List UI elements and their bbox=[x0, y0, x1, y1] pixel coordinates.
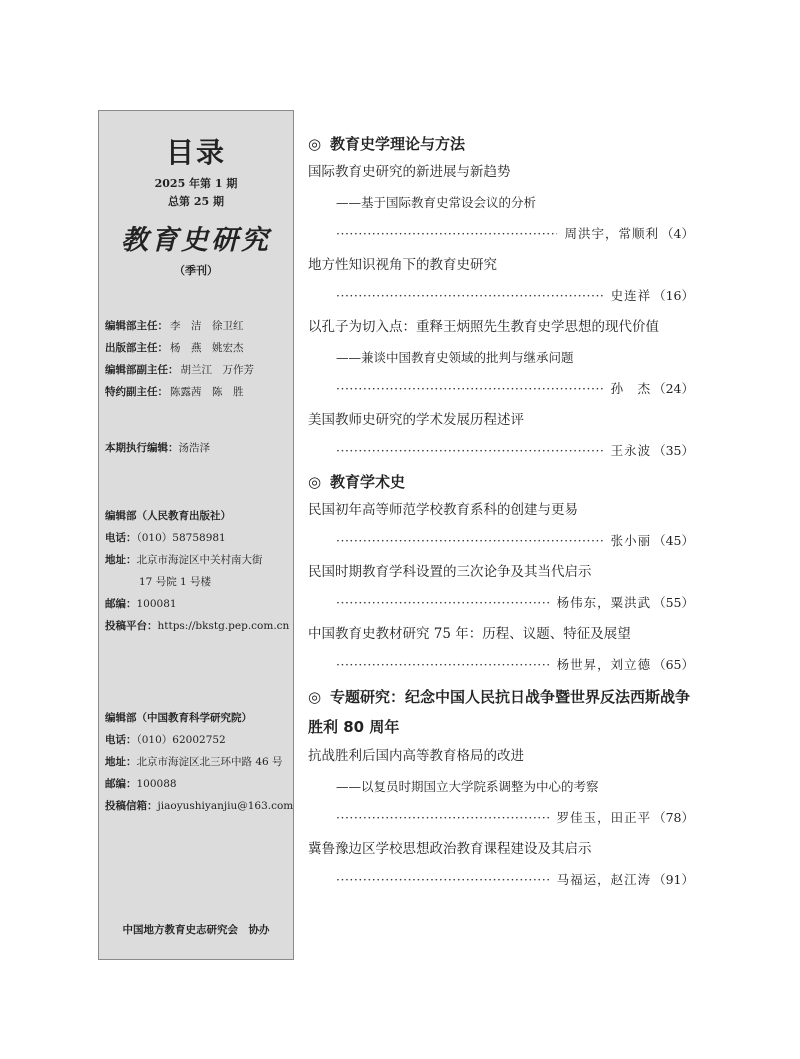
article-title[interactable]: 以孔子为切入点：重释王炳照先生教育史学思想的现代价值 bbox=[308, 319, 659, 335]
address-label: 地址： bbox=[105, 756, 137, 768]
leader-dots bbox=[336, 589, 549, 617]
email-label: 投稿信箱： bbox=[105, 800, 158, 812]
staff-row bbox=[105, 383, 293, 405]
address-value: 北京市海淀区北三环中路 46 号 bbox=[136, 756, 283, 768]
staff-row bbox=[105, 361, 293, 383]
staff-row bbox=[105, 339, 293, 361]
section-title: 专题研究：纪念中国人民抗日战争暨世界反法西斯战争胜利 80 周年 bbox=[308, 688, 691, 736]
article-authors: 马福运，赵江涛 bbox=[556, 872, 652, 887]
article-page: （35） bbox=[653, 443, 694, 458]
article-title[interactable]: 国际教育史研究的新进展与新趋势 bbox=[308, 164, 511, 180]
leader-dots bbox=[336, 220, 557, 248]
article-byline bbox=[308, 282, 694, 313]
article-title[interactable]: 美国教师史研究的学术发展历程述评 bbox=[308, 412, 524, 428]
article-title[interactable]: 民国时期教育学科设置的三次论争及其当代启示 bbox=[308, 564, 592, 580]
leader-dots bbox=[336, 866, 549, 894]
article-authors: 王永波 bbox=[610, 443, 652, 458]
section-title: 教育学术史 bbox=[330, 473, 406, 491]
article-subtitle: ——以复员时期国立大学院系调整为中心的考察 bbox=[336, 779, 599, 794]
article-byline bbox=[308, 589, 694, 620]
submission-email-link[interactable]: jiaoyushiyanjiu@163.com bbox=[157, 800, 294, 812]
article-authors: 张小丽 bbox=[610, 533, 652, 548]
contact-phone bbox=[105, 527, 293, 549]
platform-label: 投稿平台： bbox=[105, 620, 158, 632]
article-byline bbox=[308, 651, 694, 682]
publication-frequency: （季刊） bbox=[174, 264, 218, 277]
leader-dots bbox=[336, 651, 549, 679]
staff-list bbox=[99, 317, 293, 405]
contact-block-nies bbox=[99, 707, 293, 817]
article-title[interactable]: 地方性知识视角下的教育史研究 bbox=[308, 257, 497, 273]
article-byline bbox=[308, 866, 694, 897]
postcode-label: 邮编： bbox=[105, 598, 137, 610]
article-authors: 孙 杰 bbox=[610, 381, 652, 396]
journal-name: 教育史研究 bbox=[121, 225, 271, 256]
postcode-value: 100081 bbox=[136, 598, 177, 610]
staff-role: 出版部主任： bbox=[105, 342, 168, 354]
staff-names: 李 洁 徐卫红 bbox=[170, 320, 244, 332]
article-byline bbox=[308, 527, 694, 558]
postcode-value: 100088 bbox=[136, 778, 177, 790]
staff-role: 特约副主任： bbox=[105, 386, 168, 398]
article-page: （55） bbox=[653, 595, 694, 610]
article-byline bbox=[308, 804, 694, 835]
contact-email bbox=[105, 795, 293, 817]
article-title[interactable]: 民国初年高等师范学校教育系科的创建与更易 bbox=[308, 502, 578, 518]
masthead-sidebar bbox=[98, 110, 294, 960]
contact-heading: 编辑部（人民教育出版社） bbox=[105, 510, 231, 522]
contact-address-line2: 17 号院 1 号楼 bbox=[139, 576, 212, 588]
article-authors: 罗佳玉，田正平 bbox=[556, 810, 652, 825]
staff-row bbox=[105, 317, 293, 339]
article-byline bbox=[308, 220, 694, 251]
contact-postcode bbox=[105, 773, 293, 795]
staff-names: 胡兰江 万作芳 bbox=[180, 364, 254, 376]
leader-dots bbox=[336, 437, 603, 465]
section-marker-icon: ◎ bbox=[308, 473, 322, 491]
section-heading bbox=[308, 130, 694, 158]
leader-dots bbox=[336, 375, 603, 403]
address-value: 北京市海淀区中关村南大街 bbox=[136, 554, 263, 566]
article-page: （24） bbox=[653, 381, 694, 396]
article-subtitle: ——兼谈中国教育史领域的批判与继承问题 bbox=[336, 350, 574, 365]
section-heading bbox=[308, 468, 694, 496]
contact-address bbox=[105, 751, 293, 773]
table-of-contents bbox=[308, 130, 694, 897]
article-authors: 杨伟东，粟洪武 bbox=[556, 595, 652, 610]
executive-editor-label: 本期执行编辑： bbox=[105, 442, 179, 454]
article-page: （4） bbox=[661, 226, 694, 241]
phone-label: 电话： bbox=[105, 734, 137, 746]
contact-platform bbox=[105, 615, 293, 637]
contact-postcode bbox=[105, 593, 293, 615]
section-title: 教育史学理论与方法 bbox=[330, 135, 466, 153]
staff-names: 陈露茜 陈 胜 bbox=[170, 386, 244, 398]
article-byline bbox=[308, 375, 694, 406]
leader-dots bbox=[336, 282, 603, 310]
contact-block-pep bbox=[99, 505, 293, 637]
article-authors: 史连祥 bbox=[610, 288, 652, 303]
article-page: （91） bbox=[653, 872, 694, 887]
section-marker-icon: ◎ bbox=[308, 688, 322, 706]
leader-dots bbox=[336, 527, 603, 555]
staff-names: 杨 燕 姚宏杰 bbox=[170, 342, 244, 354]
leader-dots bbox=[336, 804, 549, 832]
contact-address bbox=[105, 549, 293, 571]
article-page: （78） bbox=[653, 810, 694, 825]
article-title[interactable]: 冀鲁豫边区学校思想政治教育课程建设及其启示 bbox=[308, 841, 592, 857]
section-heading bbox=[308, 682, 694, 742]
article-subtitle: ——基于国际教育史常设会议的分析 bbox=[336, 195, 537, 210]
article-authors: 周洪宇，常顺利 bbox=[564, 226, 660, 241]
staff-role: 编辑部主任： bbox=[105, 320, 168, 332]
section-marker-icon: ◎ bbox=[308, 135, 322, 153]
total-issue-number: 总第 25 期 bbox=[168, 195, 224, 208]
phone-value: （010）62002752 bbox=[136, 734, 226, 746]
executive-editor-name: 汤浩泽 bbox=[178, 442, 210, 454]
submission-platform-link[interactable]: https://bkstg.pep.com.cn bbox=[157, 620, 290, 632]
article-byline bbox=[308, 437, 694, 468]
phone-value: （010）58758981 bbox=[136, 532, 226, 544]
article-page: （65） bbox=[653, 657, 694, 672]
article-authors: 杨世昇，刘立德 bbox=[556, 657, 652, 672]
address-label: 地址： bbox=[105, 554, 137, 566]
contents-heading: 目录 bbox=[165, 136, 226, 169]
staff-role: 编辑部副主任： bbox=[105, 364, 179, 376]
co-organizer: 中国地方教育史志研究会 协办 bbox=[122, 924, 270, 936]
contact-heading: 编辑部（中国教育科学研究院） bbox=[105, 712, 252, 724]
postcode-label: 邮编： bbox=[105, 778, 137, 790]
article-title[interactable]: 抗战胜利后国内高等教育格局的改进 bbox=[308, 748, 524, 764]
article-page: （16） bbox=[653, 288, 694, 303]
issue-number: 2025 年第 1 期 bbox=[154, 177, 238, 190]
executive-editor bbox=[99, 439, 293, 457]
phone-label: 电话： bbox=[105, 532, 137, 544]
article-page: （45） bbox=[653, 533, 694, 548]
contact-phone bbox=[105, 729, 293, 751]
article-title[interactable]: 中国教育史教材研究 75 年：历程、议题、特征及展望 bbox=[308, 626, 631, 642]
